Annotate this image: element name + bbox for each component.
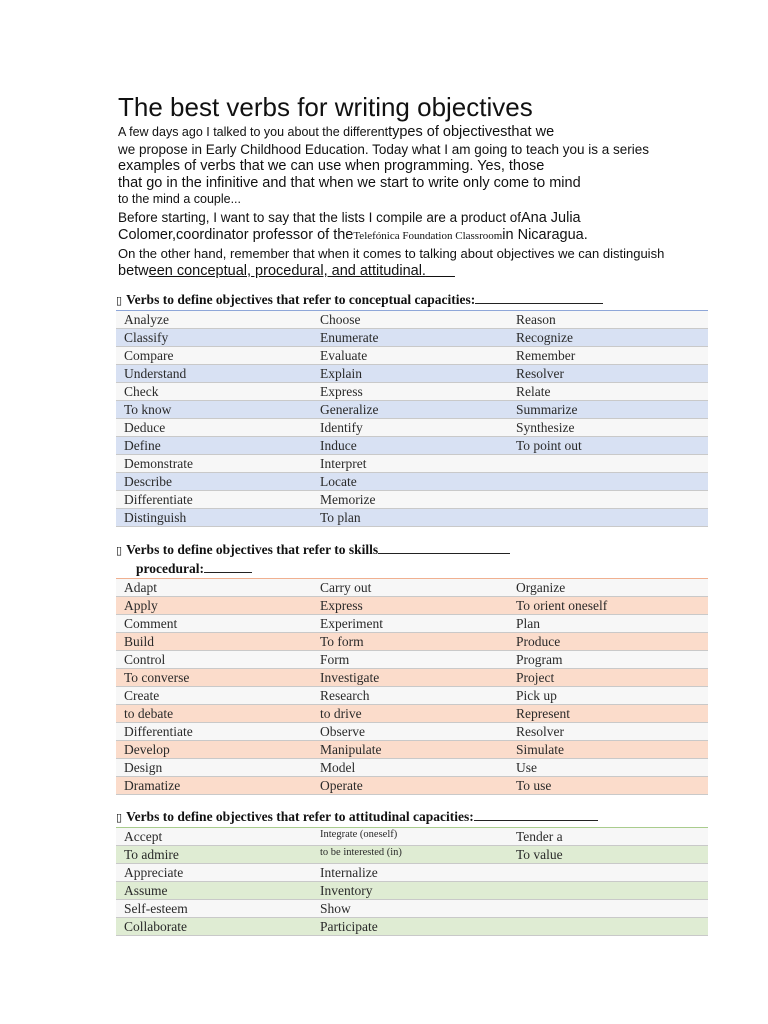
table-row	[116, 597, 708, 615]
verb-cell: Carry out	[312, 579, 508, 597]
section-heading-continued	[116, 560, 708, 578]
verb-cell: Project	[508, 669, 708, 687]
table-row	[116, 473, 708, 491]
verb-cell: Inventory	[312, 882, 508, 900]
verb-cell: Classify	[116, 329, 312, 347]
verb-cell: To value	[508, 846, 708, 864]
types-of-objectives-link[interactable]: types of objectives	[388, 124, 508, 140]
verb-cell: Express	[312, 597, 508, 615]
table-row	[116, 633, 708, 651]
intro-underline-tail	[426, 263, 455, 279]
table-body	[116, 311, 708, 527]
intro-line	[118, 227, 718, 245]
verb-cell: Reason	[508, 311, 708, 329]
verb-cell: Enumerate	[312, 329, 508, 347]
verb-cell: Distinguish	[116, 509, 312, 527]
verb-cell: Pick up	[508, 687, 708, 705]
verb-cell: Understand	[116, 365, 312, 383]
verb-cell: Organize	[508, 579, 708, 597]
intro-text: in Nicaragua.	[502, 227, 588, 243]
verb-cell: Build	[116, 633, 312, 651]
verb-cell: Remember	[508, 347, 708, 365]
section-attitudinal	[116, 808, 708, 936]
table-row	[116, 455, 708, 473]
table-row	[116, 383, 708, 401]
verb-cell	[508, 491, 708, 509]
intro-text: A few days ago I talked to you about the different	[118, 125, 389, 139]
section-heading	[116, 808, 708, 827]
verb-cell: Investigate	[312, 669, 508, 687]
verb-cell: Control	[116, 651, 312, 669]
verb-cell: Describe	[116, 473, 312, 491]
table-row	[116, 918, 708, 936]
table-row	[116, 723, 708, 741]
section-heading-text: Verbs to define objectives that refer to skills	[126, 542, 379, 557]
verb-cell: Integrate (oneself)	[312, 828, 508, 846]
table-body	[116, 828, 708, 936]
verb-cell: Explain	[312, 365, 508, 383]
verb-cell: Resolver	[508, 723, 708, 741]
table-row	[116, 882, 708, 900]
verb-cell: Create	[116, 687, 312, 705]
verb-cell: To admire	[116, 846, 312, 864]
verb-cell: To know	[116, 401, 312, 419]
table-row	[116, 579, 708, 597]
verb-cell: Check	[116, 383, 312, 401]
verb-cell: to be interested (in)	[312, 846, 508, 864]
page-title: The best verbs for writing objectives	[118, 92, 533, 122]
table-body	[116, 579, 708, 795]
table-row	[116, 864, 708, 882]
verb-cell: Induce	[312, 437, 508, 455]
table-row	[116, 846, 708, 864]
verb-cell: To orient oneself	[508, 597, 708, 615]
verb-cell	[508, 509, 708, 527]
section-heading-text: Verbs to define objectives that refer to conceptual capacities:	[126, 292, 476, 307]
intro-line	[118, 263, 718, 280]
verb-cell: Accept	[116, 828, 312, 846]
intro-paragraph	[118, 123, 718, 280]
procedural-verbs-table	[116, 578, 708, 795]
verb-cell: Operate	[312, 777, 508, 795]
table-row	[116, 347, 708, 365]
verb-cell: Define	[116, 437, 312, 455]
verb-cell: Recognize	[508, 329, 708, 347]
table-row	[116, 759, 708, 777]
verb-cell: Simulate	[508, 741, 708, 759]
table-row	[116, 900, 708, 918]
heading-underline	[204, 572, 252, 573]
verb-cell: Identify	[312, 419, 508, 437]
verb-cell: Differentiate	[116, 491, 312, 509]
verb-cell: Collaborate	[116, 918, 312, 936]
verb-cell: Resolver	[508, 365, 708, 383]
table-row	[116, 687, 708, 705]
section-heading-text: Verbs to define objectives that refer to attitudinal capacities:	[126, 809, 474, 824]
verb-cell: Design	[116, 759, 312, 777]
intro-line: On the other hand, remember that when it comes to talking about objectives we can distinguish	[118, 246, 665, 261]
verb-cell: To point out	[508, 437, 708, 455]
verb-cell	[508, 918, 708, 936]
verb-cell: Memorize	[312, 491, 508, 509]
verb-cell: Participate	[312, 918, 508, 936]
verb-cell: Produce	[508, 633, 708, 651]
verb-cell: Show	[312, 900, 508, 918]
verb-cell: Self-esteem	[116, 900, 312, 918]
heading-underline	[475, 303, 603, 304]
verb-cell: Model	[312, 759, 508, 777]
verb-cell	[508, 473, 708, 491]
verb-cell: Plan	[508, 615, 708, 633]
table-row	[116, 669, 708, 687]
verb-cell: Interpret	[312, 455, 508, 473]
verb-cell: To use	[508, 777, 708, 795]
conceptual-verbs-table	[116, 310, 708, 527]
intro-line	[118, 123, 718, 141]
verb-cell: Tender a	[508, 828, 708, 846]
verb-cell: Form	[312, 651, 508, 669]
verb-cell: Assume	[116, 882, 312, 900]
section-heading	[116, 541, 708, 560]
verb-cell: Choose	[312, 311, 508, 329]
missing-glyph-icon: ▯	[116, 544, 123, 557]
attitudinal-verbs-table	[116, 827, 708, 936]
heading-underline	[474, 820, 598, 821]
verb-cell: Demonstrate	[116, 455, 312, 473]
verb-cell: Express	[312, 383, 508, 401]
intro-text: Before starting, I want to say that the lists I compile are a product of	[118, 210, 521, 225]
intro-line: that go in the infinitive and that when we start to write only come to mind	[118, 175, 581, 191]
table-row	[116, 828, 708, 846]
intro-line: to the mind a couple...	[118, 192, 241, 206]
table-row	[116, 651, 708, 669]
missing-glyph-icon: ▯	[116, 294, 123, 307]
verb-cell	[508, 900, 708, 918]
verb-cell: Relate	[508, 383, 708, 401]
verb-cell: Program	[508, 651, 708, 669]
verb-cell: Synthesize	[508, 419, 708, 437]
author-name: Ana Julia	[520, 210, 581, 226]
verb-cell: Locate	[312, 473, 508, 491]
intro-text: that we	[507, 124, 555, 140]
missing-glyph-icon: ▯	[116, 811, 123, 824]
verb-cell: Adapt	[116, 579, 312, 597]
table-row	[116, 491, 708, 509]
table-row	[116, 615, 708, 633]
verb-cell: Experiment	[312, 615, 508, 633]
section-conceptual	[116, 291, 708, 527]
verb-cell: Differentiate	[116, 723, 312, 741]
table-row	[116, 705, 708, 723]
table-row	[116, 419, 708, 437]
verb-cell: Apply	[116, 597, 312, 615]
section-heading-text: procedural:	[136, 561, 204, 576]
verb-cell	[508, 455, 708, 473]
verb-cell: to drive	[312, 705, 508, 723]
section-procedural	[116, 541, 708, 795]
verb-cell: Internalize	[312, 864, 508, 882]
table-row	[116, 437, 708, 455]
verb-cell: To form	[312, 633, 508, 651]
intro-line	[118, 209, 718, 227]
table-row	[116, 311, 708, 329]
verb-cell	[508, 864, 708, 882]
author-name: Colomer,	[118, 227, 177, 243]
verb-cell: Analyze	[116, 311, 312, 329]
intro-line: we propose in Early Childhood Education. Today what I am going to teach you is a series	[118, 142, 650, 157]
verb-cell: Observe	[312, 723, 508, 741]
verb-cell	[508, 882, 708, 900]
table-row	[116, 365, 708, 383]
table-row	[116, 329, 708, 347]
verb-cell: Manipulate	[312, 741, 508, 759]
verb-cell: To plan	[312, 509, 508, 527]
table-row	[116, 401, 708, 419]
verb-cell: Compare	[116, 347, 312, 365]
verb-cell: Represent	[508, 705, 708, 723]
verb-cell: Summarize	[508, 401, 708, 419]
verb-cell: Generalize	[312, 401, 508, 419]
table-row	[116, 741, 708, 759]
heading-underline	[378, 553, 510, 554]
intro-text: betw	[118, 263, 149, 279]
section-heading	[116, 291, 708, 310]
verb-cell: To converse	[116, 669, 312, 687]
verb-cell: Comment	[116, 615, 312, 633]
verb-cell: Deduce	[116, 419, 312, 437]
table-row	[116, 777, 708, 795]
table-row	[116, 509, 708, 527]
verb-cell: Evaluate	[312, 347, 508, 365]
verb-cell: Research	[312, 687, 508, 705]
intro-line: examples of verbs that we can use when programming. Yes, those	[118, 158, 545, 174]
verb-cell: Dramatize	[116, 777, 312, 795]
foundation-name: Telefónica Foundation Classroom	[353, 230, 503, 242]
verb-cell: Appreciate	[116, 864, 312, 882]
intro-text-underlined: een conceptual, procedural, and attitudinal.	[148, 263, 426, 279]
intro-text: coordinator professor of the	[176, 227, 354, 243]
verb-cell: to debate	[116, 705, 312, 723]
verb-cell: Develop	[116, 741, 312, 759]
verb-cell: Use	[508, 759, 708, 777]
